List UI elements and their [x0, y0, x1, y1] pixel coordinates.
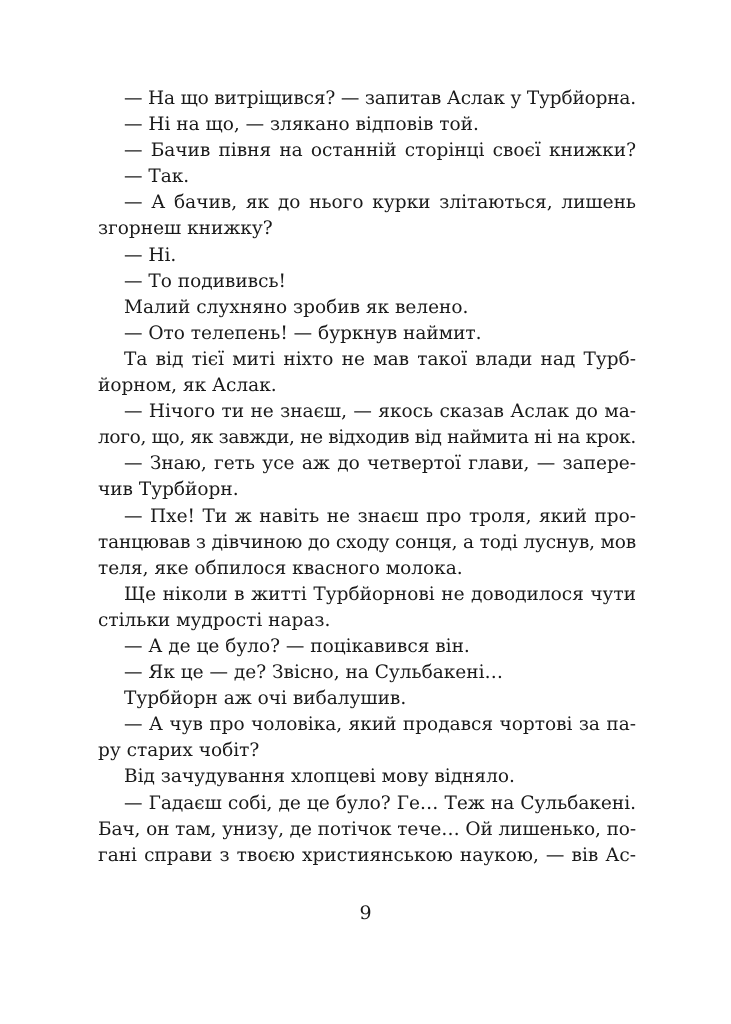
text-line: — На що витріщився? — запитав Аслак у Турбйорна. — [124, 88, 636, 109]
text-line: згорнеш книжку? — [98, 218, 273, 240]
text-line: — Ні на що, — злякано відповів той. — [124, 114, 479, 136]
text-line: стільки мудрості нараз. — [98, 609, 331, 631]
text-line: Ще ніколи в житті Турбйорнові не доводилося чути — [124, 583, 636, 605]
text-line: — Нічого ти не знаєш, — якось сказав Аслак до ма- — [124, 401, 636, 423]
text-line: — А бачив, як до нього курки злітаються, лишень — [124, 192, 636, 214]
text-line: — То подививсь! — [124, 270, 286, 292]
text-line: танцював з дівчиною до сходу сонця, а тоді луснув, мов — [98, 531, 636, 553]
text-line: — Так. — [124, 166, 190, 188]
text-line: Від зачудування хлопцеві мову відняло. — [124, 766, 515, 788]
page-number: 9 — [359, 902, 372, 924]
text-line: теля, яке обпилося квасного молока. — [98, 557, 463, 579]
text-line: йорном, як Аслак. — [98, 375, 277, 397]
text-line: — А чув про чоловіка, який продався чортові за па- — [124, 714, 636, 736]
text-line: ру старих чобіт? — [98, 740, 260, 762]
text-line: — Ото телепень! — буркнув наймит. — [124, 322, 482, 344]
text-line: гані справи з твоєю християнською наукою, — вів Ас- — [98, 844, 636, 866]
text-line: Бач, он там, унизу, де потічок тече… Ой лишенько, по- — [98, 818, 636, 840]
text-line: Та від тієї миті ніхто не мав такої влади над Турб- — [124, 348, 636, 370]
text-line: — А де це було? — поцікавився він. — [124, 635, 470, 657]
text-line: Малий слухняно зробив як велено. — [124, 296, 469, 318]
text-line: лого, що, як завжди, не відходив від наймита ні на крок. — [98, 427, 636, 449]
text-line: — Гадаєш собі, де це було? Ге… Теж на Сульбакені. — [124, 792, 636, 814]
text-line: чив Турбйорн. — [98, 479, 239, 501]
text-line: — Знаю, геть усе аж до четвертої глави, — запере- — [124, 453, 636, 475]
text-line: — Бачив півня на останній сторінці своєї книжки? — [124, 140, 636, 162]
text-line: — Ні. — [124, 244, 177, 266]
text-line: Турбйорн аж очі вибалушив. — [124, 688, 407, 710]
text-line: — Пхе! Ти ж навіть не знаєш про троля, який про- — [124, 505, 636, 527]
body-text — [98, 86, 636, 869]
text-line: — Як це — де? Звісно, на Сульбакені… — [124, 662, 503, 684]
